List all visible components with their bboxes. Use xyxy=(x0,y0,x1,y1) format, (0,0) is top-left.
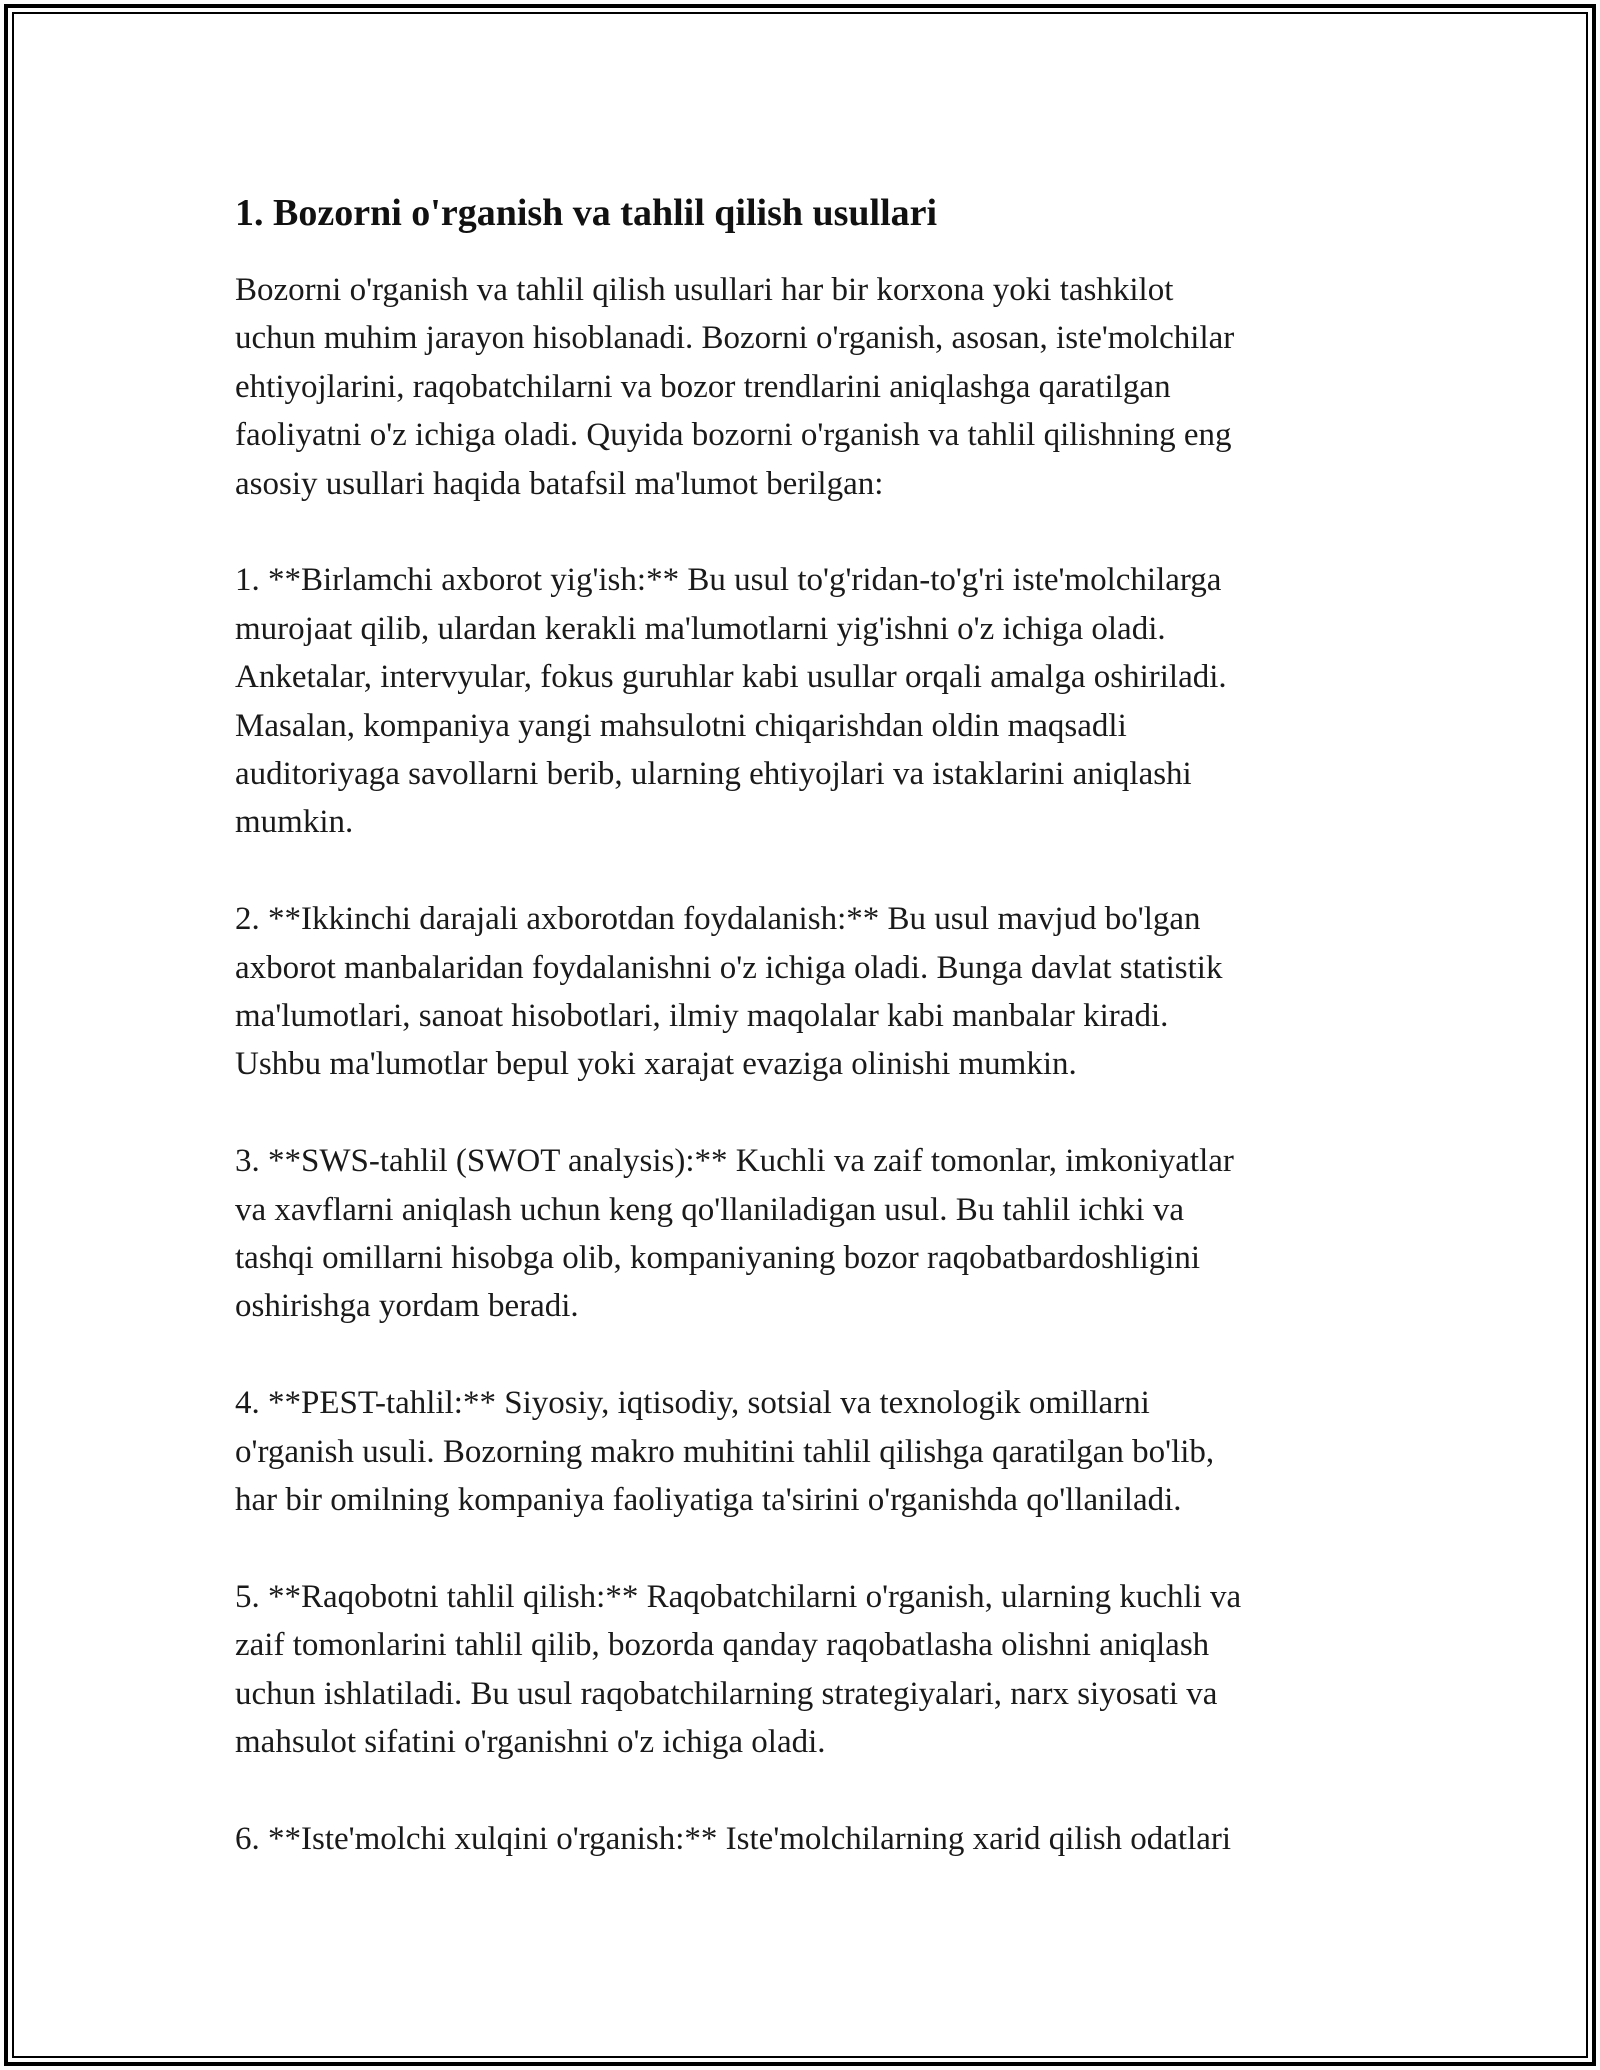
list-item-consumer-behavior: 6. **Iste'molchi xulqini o'rganish:** Iste'molchilarning xarid qilish odatlari xyxy=(235,1820,1232,1857)
list-item-primary-data: 1. **Birlamchi axborot yig'ish:** Bu usul to'g'ridan-to'g'ri iste'molchilarga murojaat qilib, ulardan kerakli ma'lumotlarni yig'ishni o'z ichiga oladi. Anketalar, intervyular, fokus guruhlar kabi usullar orqali amalga oshiriladi. Masalan, kompaniya yangi mahsulotni chiqarishdan oldin maqsadli auditoriyaga savollarni berib, ularning ehtiyojlari va istaklarini aniqlashi mumkin. xyxy=(235,562,1227,841)
document-title: 1. Bozorni o'rganish va tahlil qilish usullari xyxy=(235,192,938,234)
list-item-swot: 3. **SWS-tahlil (SWOT analysis):** Kuchli va zaif tomonlar, imkoniyatlar va xavflarni aniqlash uchun keng qo'llaniladigan usul. Bu tahlil ichki va tashqi omillarni hisobga olib, kompaniyaning bozor raqobatbardoshligini oshirishga yordam beradi. xyxy=(235,1143,1234,1325)
intro-paragraph: Bozorni o'rganish va tahlil qilish usullari har bir korxona yoki tashkilot uchun muhim jarayon hisoblanadi. Bozorni o'rganish, asosan, iste'molchilar ehtiyojlarini, raqobatchilarni va bozor trendlarini aniqlashga qaratilgan faoliyatni o'z ichiga oladi. Quyida bozorni o'rganish va tahlil qilishning eng asosiy usullari haqida batafsil ma'lumot berilgan: xyxy=(235,272,1235,502)
list-item-secondary-data: 2. **Ikkinchi darajali axborotdan foydalanish:** Bu usul mavjud bo'lgan axborot manbalaridan foydalanishni o'z ichiga oladi. Bunga davlat statistik ma'lumotlari, sanoat hisobotlari, ilmiy maqolalar kabi manbalar kiradi. Ushbu ma'lumotlar bepul yoki xarajat evaziga olinishi mumkin. xyxy=(235,901,1223,1083)
document-page xyxy=(235,188,1375,1863)
list-item-competition: 5. **Raqobotni tahlil qilish:** Raqobatchilarni o'rganish, ularning kuchli va zaif tomonlarini tahlil qilib, bozorda qanday raqobatlasha olishni aniqlash uchun ishlatiladi. Bu usul raqobatchilarning strategiyalari, narx siyosati va mahsulot sifatini o'rganishni o'z ichiga oladi. xyxy=(235,1578,1242,1761)
list-item-pest: 4. **PEST-tahlil:** Siyosiy, iqtisodiy, sotsial va texnologik omillarni o'rganish usuli. Bozorning makro muhitini tahlil qilishga qaratilgan bo'lib, har bir omilning kompaniya faoliyatiga ta'sirini o'rganishda qo'llaniladi. xyxy=(235,1385,1215,1519)
